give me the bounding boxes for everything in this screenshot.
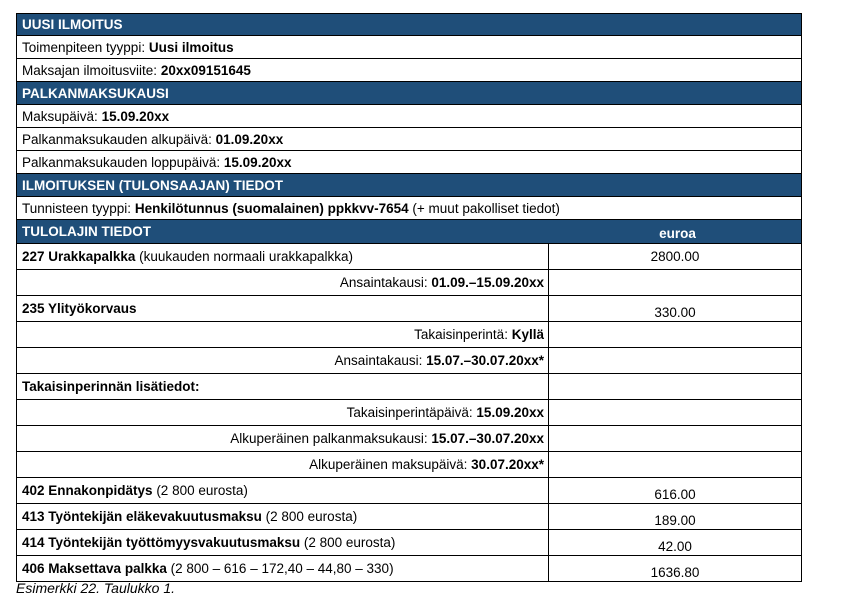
row-loppupaiva xyxy=(16,151,802,174)
amount-cell: 330.00 xyxy=(654,305,696,320)
row-402-ennakonpidatys xyxy=(16,478,802,504)
row-235-ylityokorvaus xyxy=(16,296,802,322)
section-title: TULOLAJIN TIEDOT xyxy=(22,224,151,239)
row-label: Toimenpiteen tyyppi: xyxy=(22,39,146,55)
section-header-palkanmaksukausi xyxy=(16,82,802,105)
row-label: Ansaintakausi: xyxy=(339,275,428,290)
row-heading: Takaisinperinnän lisätiedot: xyxy=(22,379,200,394)
income-note: (2 800 eurosta) xyxy=(156,483,248,498)
amount-cell: 42.00 xyxy=(658,539,692,554)
row-value: 15.07.–30.07.20xx* xyxy=(426,353,544,368)
unit-label: euroa xyxy=(659,225,696,241)
report-table xyxy=(16,13,802,582)
row-ansaintakausi-1 xyxy=(16,270,802,296)
row-value: Henkilötunnus (suomalainen) ppkkvv-7654 xyxy=(134,200,409,216)
income-note: (2 800 eurosta) xyxy=(265,509,358,524)
row-takaisinperintapaiva xyxy=(16,400,802,426)
income-note: (kuukauden normaali urakkapalkka) xyxy=(139,249,353,264)
income-type: 227 Urakkapalkka xyxy=(22,249,136,264)
section-header-tulolajin-tiedot xyxy=(16,220,802,244)
row-value: 15.09.20xx xyxy=(101,108,170,124)
row-value: 15.09.20xx xyxy=(223,154,292,170)
row-406-maksettava-palkka xyxy=(16,556,802,582)
row-label: Palkanmaksukauden loppupäivä: xyxy=(22,154,221,170)
row-ansaintakausi-2 xyxy=(16,348,802,374)
empty-amount-cell xyxy=(549,452,801,477)
amount-cell: 1636.80 xyxy=(650,565,700,580)
row-label: Takaisinperintäpäivä: xyxy=(346,405,473,420)
row-227-urakkapalkka xyxy=(16,244,802,270)
row-value: 01.09.20xx xyxy=(215,131,284,147)
income-type: 414 Työntekijän työttömyysvakuutusmaksu xyxy=(22,535,301,550)
row-tunnisteen-tyyppi xyxy=(16,197,802,220)
section-header-tulonsaajan-tiedot xyxy=(16,174,802,197)
row-label: Takaisinperintä: xyxy=(414,327,508,342)
row-maksupaiva xyxy=(16,105,802,128)
table-caption: Esimerkki 22. Taulukko 1. xyxy=(16,580,175,596)
row-suffix: (+ muut pakolliset tiedot) xyxy=(412,200,560,216)
row-value: 30.07.20xx* xyxy=(471,457,544,472)
income-note: (2 800 eurosta) xyxy=(303,535,396,550)
row-label: Maksupäivä: xyxy=(22,108,98,124)
row-takaisinperinnan-lisatiedot xyxy=(16,374,802,400)
empty-amount-cell xyxy=(549,270,801,295)
row-alkuperainen-palkanmaksukausi xyxy=(16,426,802,452)
empty-amount-cell xyxy=(549,426,801,451)
section-title: ILMOITUKSEN (TULONSAAJAN) TIEDOT xyxy=(22,177,283,193)
row-value: 01.09.–15.09.20xx xyxy=(431,275,544,290)
section-header-uusi-ilmoitus xyxy=(16,13,802,36)
row-label: Alkuperäinen palkanmaksukausi: xyxy=(230,431,428,446)
row-takaisinperinta xyxy=(16,322,802,348)
row-value: Uusi ilmoitus xyxy=(148,39,234,55)
section-title: UUSI ILMOITUS xyxy=(22,17,123,32)
row-toimenpiteen-tyyppi xyxy=(16,36,802,59)
income-type: 406 Maksettava palkka xyxy=(22,561,167,576)
empty-amount-cell xyxy=(549,400,801,425)
row-label: Tunnisteen tyyppi: xyxy=(22,200,132,216)
section-title: PALKANMAKSUKAUSI xyxy=(22,85,169,101)
income-type: 413 Työntekijän eläkevakuutusmaksu xyxy=(22,509,262,524)
row-value: Kyllä xyxy=(511,327,544,342)
row-value: 15.09.20xx xyxy=(476,405,544,420)
amount-cell: 189.00 xyxy=(654,513,696,528)
income-type: 235 Ylityökorvaus xyxy=(22,301,137,316)
empty-amount-cell xyxy=(549,348,801,373)
row-413-elakevakuutusmaksu xyxy=(16,504,802,530)
row-label: Maksajan ilmoitusviite: xyxy=(22,62,158,78)
amount-cell: 616.00 xyxy=(654,487,696,502)
row-value: 20xx09151645 xyxy=(160,62,251,78)
income-note: (2 800 – 616 – 172,40 – 44,80 – 330) xyxy=(170,561,394,576)
row-alkupaiva xyxy=(16,128,802,151)
row-label: Palkanmaksukauden alkupäivä: xyxy=(22,131,212,147)
row-label: Alkuperäinen maksupäivä: xyxy=(309,457,468,472)
empty-amount-cell xyxy=(549,374,801,399)
amount-cell: 2800.00 xyxy=(650,249,700,264)
row-label: Ansaintakausi: xyxy=(334,353,423,368)
income-type: 402 Ennakonpidätys xyxy=(22,483,153,498)
row-maksajan-ilmoitusviite xyxy=(16,59,802,82)
empty-amount-cell xyxy=(549,322,801,347)
row-value: 15.07.–30.07.20xx xyxy=(431,431,544,446)
row-414-tyottomyysvakuutusmaksu xyxy=(16,530,802,556)
row-alkuperainen-maksupaiva xyxy=(16,452,802,478)
